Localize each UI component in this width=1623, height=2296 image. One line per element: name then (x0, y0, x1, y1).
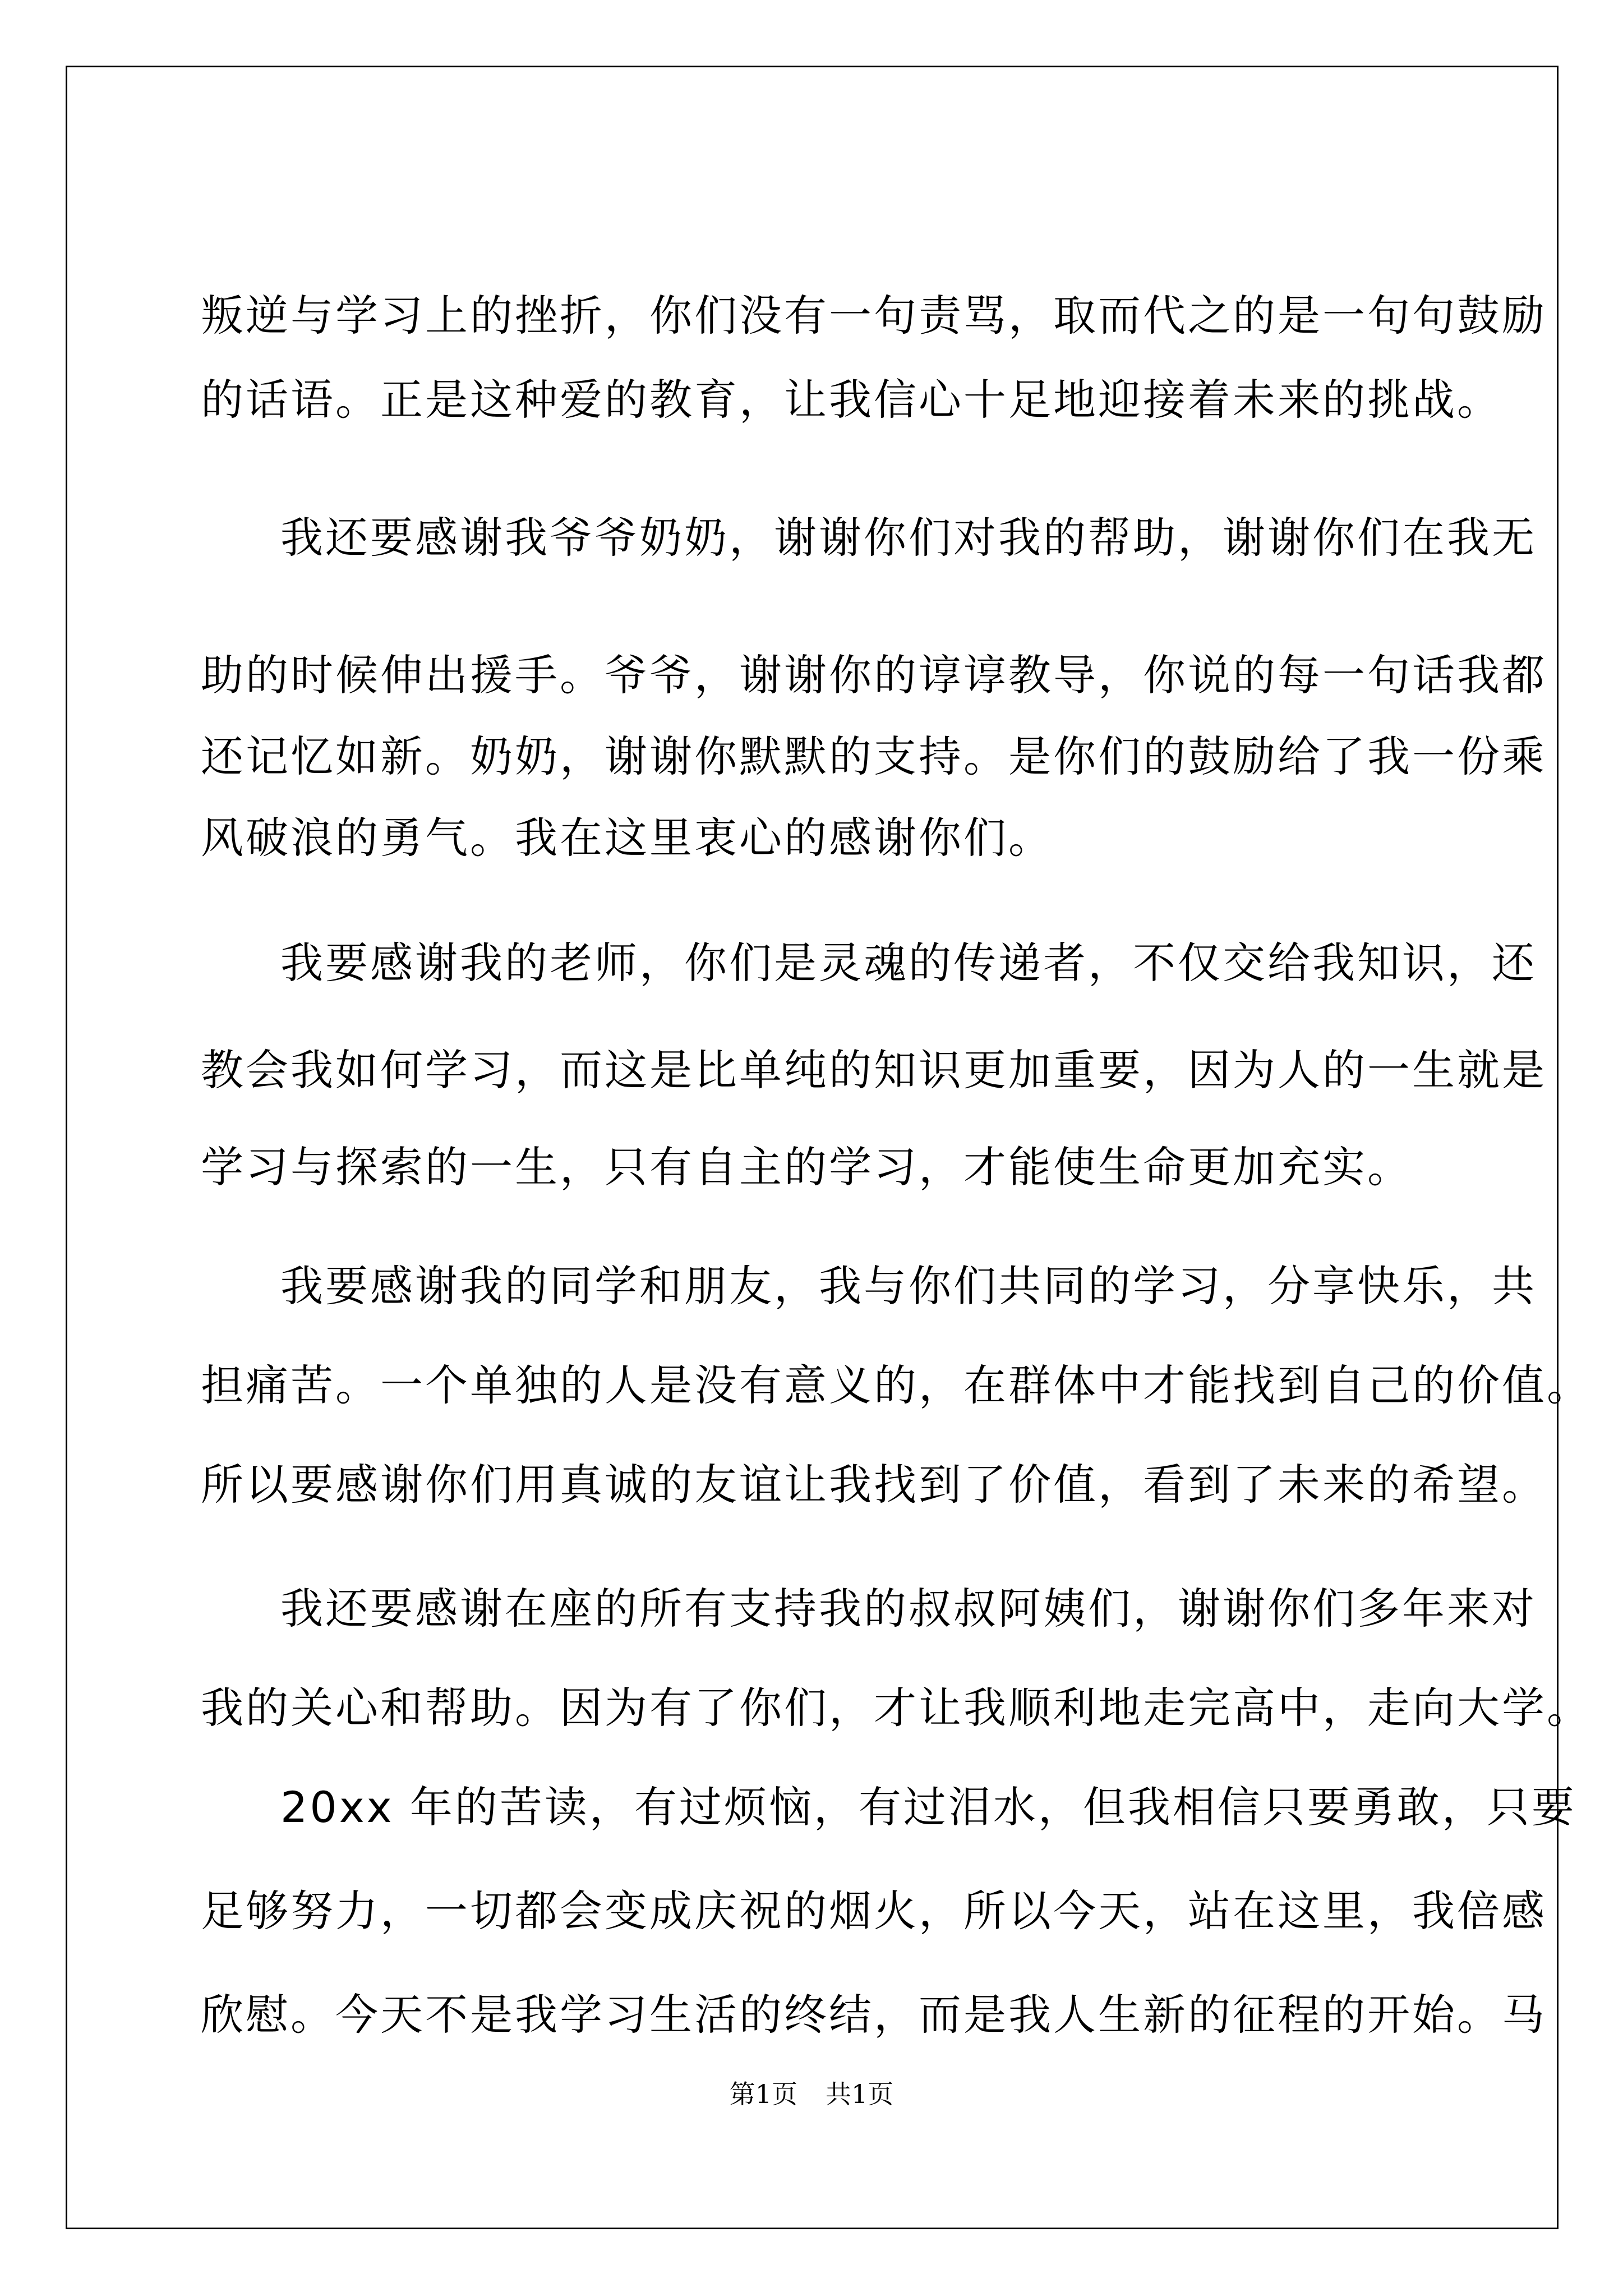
text-line: 我的关心和帮助。因为有了你们，才让我顺利地走完高中，走向大学。 (201, 1683, 1592, 1733)
text-line: 风破浪的勇气。我在这里衷心的感谢你们。 (201, 813, 1053, 863)
text-line: 教会我如何学习，而这是比单纯的知识更加重要，因为人的一生就是 (201, 1045, 1547, 1095)
page-number-current: 第1页 (729, 2079, 797, 2109)
text-line: 我要感谢我的老师，你们是灵魂的传递者，不仅交给我知识，还 (280, 938, 1537, 988)
text-line: 还记忆如新。奶奶，谢谢你默默的支持。是你们的鼓励给了我一份乘 (201, 731, 1547, 781)
page-footer (0, 2077, 1623, 2111)
text-line: 担痛苦。一个单独的人是没有意义的，在群体中才能找到自己的价值。 (201, 1360, 1592, 1410)
text-line: 所以要感谢你们用真诚的友谊让我找到了价值，看到了未来的希望。 (201, 1460, 1547, 1510)
text-line: 20xx 年的苦读，有过烦恼，有过泪水，但我相信只要勇敢，只要 (280, 1782, 1576, 1832)
page-number-total: 共1页 (826, 2079, 894, 2109)
text-line: 我还要感谢在座的所有支持我的叔叔阿姨们，谢谢你们多年来对 (280, 1584, 1537, 1634)
text-line: 学习与探索的一生，只有自主的学习，才能使生命更加充实。 (201, 1142, 1412, 1192)
text-line: 叛逆与学习上的挫折，你们没有一句责骂，取而代之的是一句句鼓励 (201, 291, 1547, 341)
text-line: 我要感谢我的同学和朋友，我与你们共同的学习，分享快乐，共 (280, 1261, 1537, 1311)
text-line: 我还要感谢我爷爷奶奶，谢谢你们对我的帮助，谢谢你们在我无 (280, 513, 1537, 563)
text-line: 的话语。正是这种爱的教育，让我信心十足地迎接着未来的挑战。 (201, 375, 1502, 425)
page-frame (66, 66, 1592, 2229)
document-body (67, 67, 1592, 2228)
text-line: 足够努力，一切都会变成庆祝的烟火，所以今天，站在这里，我倍感 (201, 1886, 1547, 1936)
text-line: 欣慰。今天不是我学习生活的终结，而是我人生新的征程的开始。马 (201, 1990, 1547, 2040)
text-line: 助的时候伸出援手。爷爷，谢谢你的谆谆教导，你说的每一句话我都 (201, 650, 1547, 700)
